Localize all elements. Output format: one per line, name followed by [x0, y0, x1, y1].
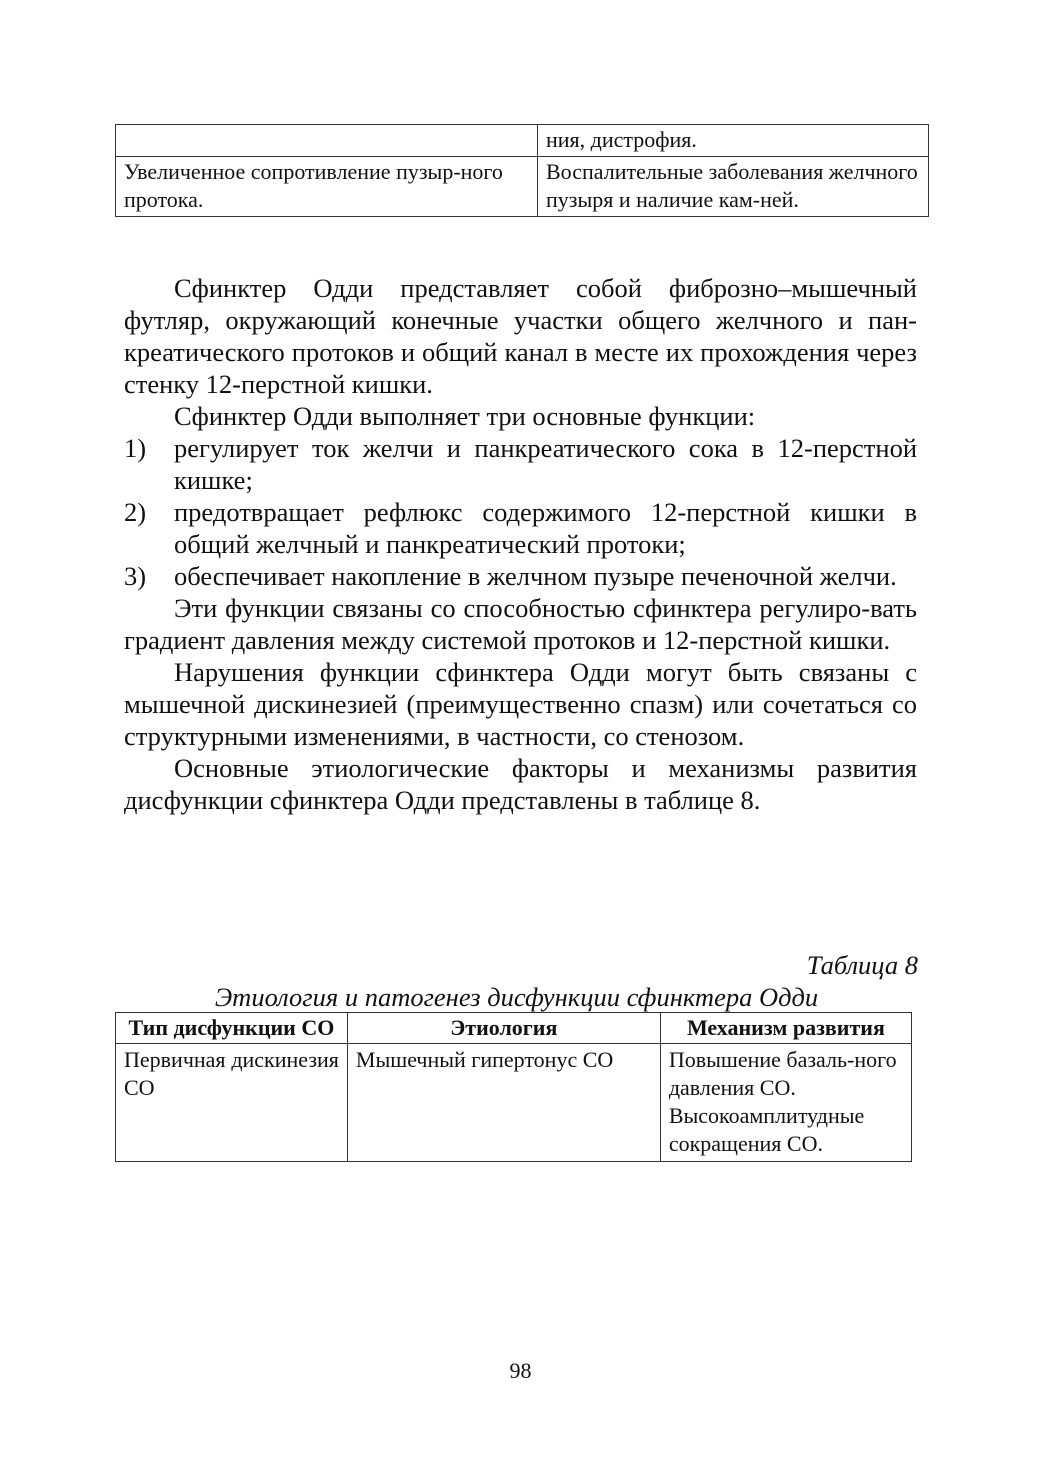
table-number: Таблица 8 — [806, 950, 918, 980]
paragraph: Нарушения функции сфинктера Одди могут быть связаны с мышечной дискинезией (преимущественно спазм) или сочетаться со структурными изменениями, в частности, со стенозом. — [124, 657, 917, 751]
table-cell: Мышечный гипертонус СО — [347, 1044, 660, 1162]
list-number: 1) — [124, 433, 147, 463]
paragraph: Основные этиологические факторы и механизмы развития дисфункции сфинктера Одди представлены в таблице 8. — [124, 753, 917, 815]
etiology-table — [115, 1012, 912, 1162]
column-header: Тип дисфункции СО — [116, 1013, 348, 1044]
paragraph: Сфинктер Одди представляет собой фиброзно–мышечный футляр, окружающий конечные участки общего желчного и пан-креатического протоков и общий канал в месте их прохождения через стенку 12-перстной кишки. — [124, 273, 917, 399]
column-header: Механизм развития — [660, 1013, 911, 1044]
table-row — [116, 125, 929, 157]
list-text: регулирует ток желчи и панкреатического сока в 12-перстной кишке; — [174, 433, 917, 495]
table-cell: Увеличенное сопротивление пузыр-ного протока. — [116, 157, 538, 217]
body-text — [124, 272, 917, 816]
paragraph: Эти функции связаны со способностью сфинктера регулиро-вать градиент давления между системой протоков и 12-перстной кишки. — [124, 593, 917, 655]
table-cell — [116, 125, 538, 157]
table-cell: Первичная дискинезия СО — [116, 1044, 348, 1162]
list-item — [124, 560, 917, 592]
list-item — [124, 432, 917, 496]
column-header: Этиология — [347, 1013, 660, 1044]
table-header-row — [116, 1013, 912, 1044]
list-text: обеспечивает накопление в желчном пузыре печеночной желчи. — [174, 561, 897, 591]
table-cell: ния, дистрофия. — [538, 125, 929, 157]
list-item — [124, 496, 917, 560]
list-number: 3) — [124, 561, 147, 591]
page-number: 98 — [509, 1358, 532, 1383]
table-cell: Воспалительные заболевания желчного пузыря и наличие кам-ней. — [538, 157, 929, 217]
table-row — [116, 157, 929, 217]
table-caption — [115, 949, 918, 1013]
table-cell: Повышение базаль-ного давления СО. Высокоамплитудные сокращения СО. — [660, 1044, 911, 1162]
list-text: предотвращает рефлюкс содержимого 12-перстной кишки в общий желчный и панкреатический протоки; — [174, 497, 917, 559]
table-row — [116, 1044, 912, 1162]
continued-table — [115, 124, 929, 217]
list-number: 2) — [124, 497, 147, 527]
table-title: Этиология и патогенез дисфункции сфинктера Одди — [214, 982, 819, 1012]
paragraph: Сфинктер Одди выполняет три основные функции: — [174, 401, 756, 431]
